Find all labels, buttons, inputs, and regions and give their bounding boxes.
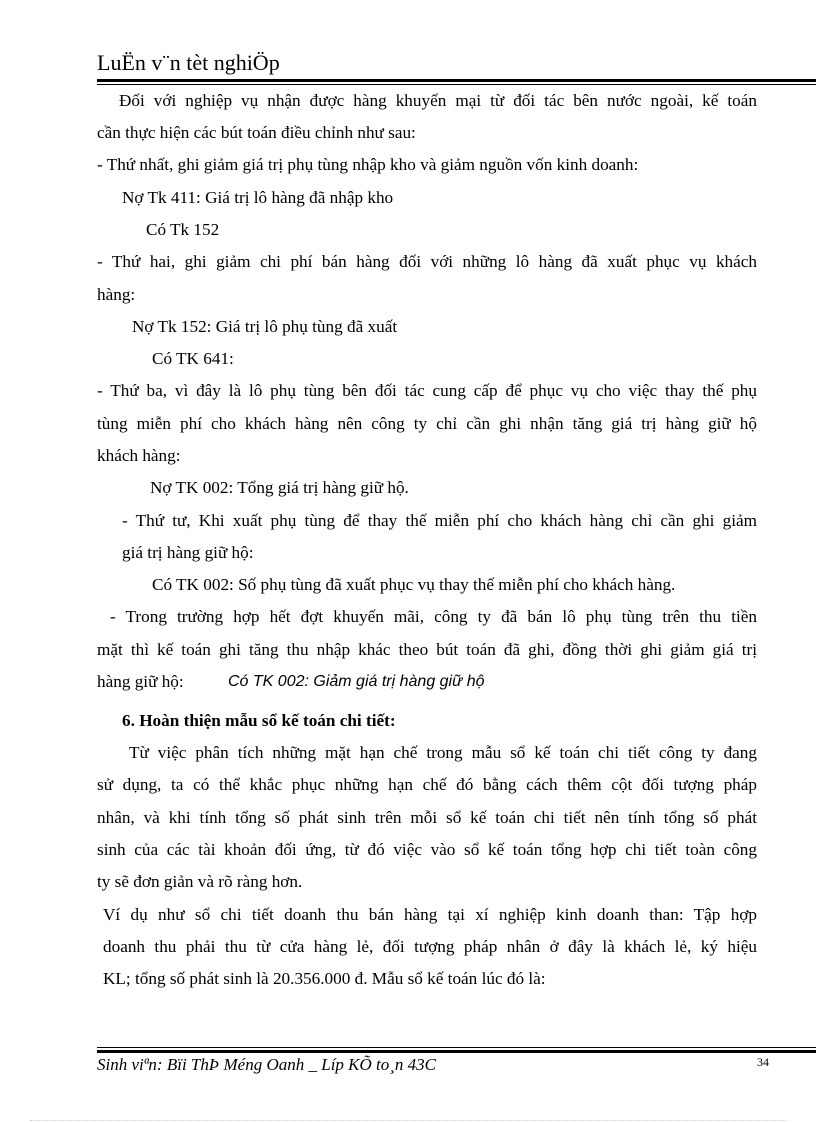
page-bottom-divider bbox=[30, 1120, 786, 1121]
body-line: - Trong trường hợp hết đợt khuyến mãi, công ty đã bán lô phụ tùng trên thu tiền bbox=[110, 607, 757, 626]
entry-line: Nợ Tk 411: Giá trị lô hàng đã nhập kho bbox=[122, 188, 394, 207]
page-number: 34 bbox=[757, 1055, 769, 1069]
section-heading: 6. Hoàn thiện mẫu sổ kế toán chi tiết: bbox=[122, 711, 396, 730]
entry-line: Có Tk 152 bbox=[146, 220, 220, 239]
body-line: doanh thu phải thu từ cửa hàng lẻ, đối tượng pháp nhân ở đây là khách lẻ, ký hiệu bbox=[103, 937, 757, 956]
body-line: mặt thì kế toán ghi tăng thu nhập khác theo bút toán đã ghi, đồng thời ghi giảm giá trị bbox=[97, 640, 757, 659]
body-line: Đối với nghiệp vụ nhận được hàng khuyến mại từ đối tác bên nước ngoài, kế toán bbox=[119, 91, 757, 110]
footer-rule bbox=[97, 1047, 816, 1053]
body-line: - Thứ tư, Khi xuất phụ tùng để thay thế miễn phí cho khách hàng chỉ cần ghi giảm bbox=[122, 511, 757, 530]
entry-line: Có TK 002: Số phụ tùng đã xuất phục vụ thay thế miễn phí cho khách hàng. bbox=[152, 575, 676, 594]
body-line: Từ việc phân tích những mặt hạn chế trong mẫu sổ kế toán chi tiết công ty đang bbox=[129, 743, 757, 762]
body-line: KL; tổng số phát sinh là 20.356.000 đ. Mẫu sổ kế toán lúc đó là: bbox=[103, 969, 546, 988]
header-title: LuËn v¨n tèt nghiÖp bbox=[97, 50, 280, 75]
body-line: giá trị hàng giữ hộ: bbox=[122, 543, 254, 562]
entry-line: Nợ TK 002: Tổng giá trị hàng giữ hộ. bbox=[150, 478, 409, 497]
body-line: - Thứ ba, vì đây là lô phụ tùng bên đối tác cung cấp để phục vụ cho việc thay thế phụ bbox=[97, 381, 757, 400]
entry-line-italic: Có TK 002: Giảm giá trị hàng giữ hộ bbox=[228, 673, 485, 690]
body-line: sinh của các tài khoản đối ứng, từ đó việc vào sổ kế toán tổng hợp chi tiết toàn công bbox=[97, 840, 757, 859]
body-line: hàng: bbox=[97, 285, 136, 304]
footer-text: Sinh viªn: Bïi ThÞ Méng Oanh _ Líp KÕ to¸n 43C bbox=[97, 1055, 437, 1074]
body-line: tùng miễn phí cho khách hàng nên công ty chỉ cần ghi nhận tăng giá trị hàng giữ hộ bbox=[97, 414, 757, 433]
header-rule bbox=[97, 79, 816, 85]
body-line: khách hàng: bbox=[97, 446, 181, 465]
body-line: sử dụng, ta có thể khắc phục những hạn chế đó bằng cách thêm cột đối tượng pháp bbox=[97, 775, 757, 794]
entry-line: Nợ Tk 152: Giá trị lô phụ tùng đã xuất bbox=[132, 317, 398, 336]
body-line: cần thực hiện các bút toán điều chỉnh như sau: bbox=[97, 123, 416, 142]
entry-line: Có TK 641: bbox=[152, 349, 234, 368]
body-line: Ví dụ như sổ chi tiết doanh thu bán hàng tại xí nghiệp kinh doanh than: Tập hợp bbox=[103, 905, 757, 924]
body-line: hàng giữ hộ: bbox=[97, 672, 184, 691]
body-line: nhân, và khi tính tổng số phát sinh trên mỗi sổ kế toán chi tiết nên tính tổng số phát bbox=[97, 808, 757, 827]
body-line: - Thứ nhất, ghi giảm giá trị phụ tùng nhập kho và giảm nguồn vốn kinh doanh: bbox=[97, 155, 639, 174]
body-line: - Thứ hai, ghi giảm chi phí bán hàng đối với những lô hàng đã xuất phục vụ khách bbox=[97, 252, 757, 271]
body-line: ty sẽ đơn giản và rõ ràng hơn. bbox=[97, 872, 303, 891]
